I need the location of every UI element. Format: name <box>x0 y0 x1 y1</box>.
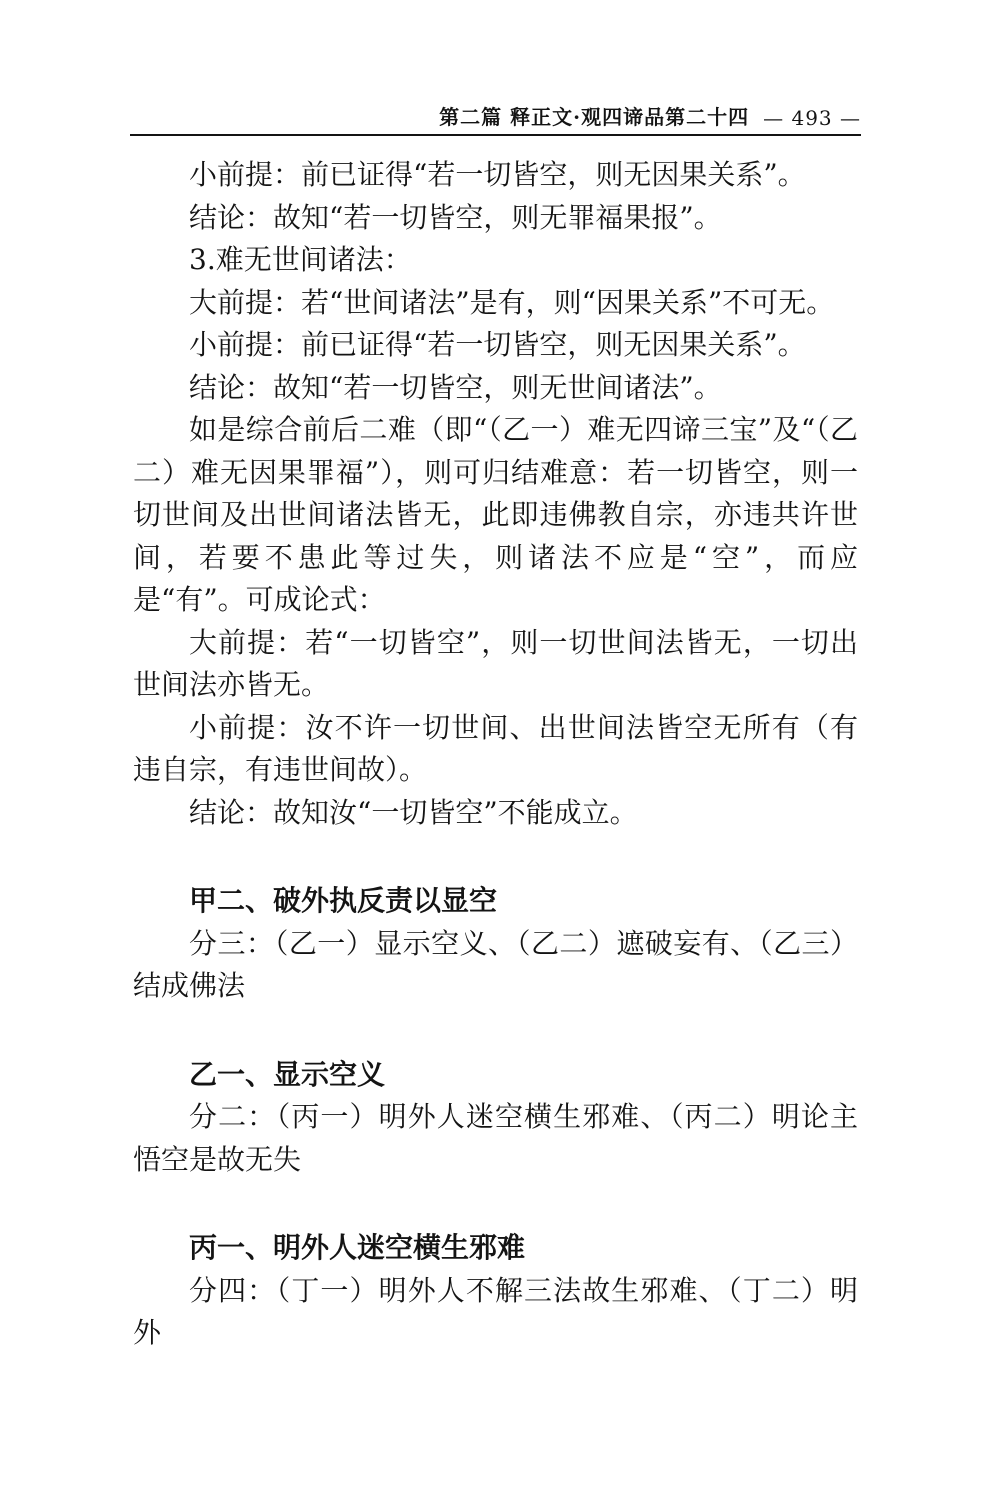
section-heading: 乙一、显示空义 <box>189 1057 386 1091</box>
paragraph: 如是综合前后二难（即“（乙一）难无四谛三宝”及“（乙二）难无因果罪福”），则可归结难意：若一切皆空，则一切世间及出世间诸法皆无，此即违佛教自宗，亦违共许世间，若要不患此等过失，则诸法不应是“空”，而应是“有”。可成论式： <box>133 413 858 616</box>
paragraph: 结论：故知“若一切皆空，则无罪福果报”。 <box>189 200 722 234</box>
section-heading: 甲二、破外执反责以显空 <box>189 884 498 917</box>
paragraph: 小前提：前已证得“若一切皆空，则无因果关系”。 <box>189 328 806 361</box>
paragraph: 小前提：汝不许一切世间、出世间法皆空无所有（有违自宗，有违世间故）。 <box>133 710 858 786</box>
paragraph: 小前提：前已证得“若一切皆空，则无因果关系”。 <box>189 158 806 191</box>
running-title: 第二篇 释正文·观四谛品第二十四 <box>439 105 750 129</box>
section-outline: 分二：（丙一）明外人迷空横生邪难、（丙二）明论主悟空是故无失 <box>133 1100 858 1176</box>
page-body <box>133 154 858 1355</box>
paragraph: 结论：故知“若一切皆空，则无世间诸法”。 <box>189 370 722 404</box>
paragraph: 结论：故知汝“一切皆空”不能成立。 <box>189 795 638 829</box>
paragraph: 大前提：若“一切皆空”，则一切世间法皆无，一切出世间法亦皆无。 <box>133 625 858 701</box>
page-number: — 493 — <box>763 106 861 130</box>
paragraph: 3.难无世间诸法： <box>189 243 412 276</box>
section-heading: 丙一、明外人迷空横生邪难 <box>189 1231 526 1264</box>
section-outline: 分四：（丁一）明外人不解三法故生邪难、（丁二）明外 <box>133 1273 858 1349</box>
section-outline: 分三：（乙一）显示空义、（乙二）遮破妄有、（乙三）结成佛法 <box>133 926 858 1002</box>
paragraph: 大前提：若“世间诸法”是有，则“因果关系”不可无。 <box>189 285 835 319</box>
running-header <box>130 90 861 136</box>
